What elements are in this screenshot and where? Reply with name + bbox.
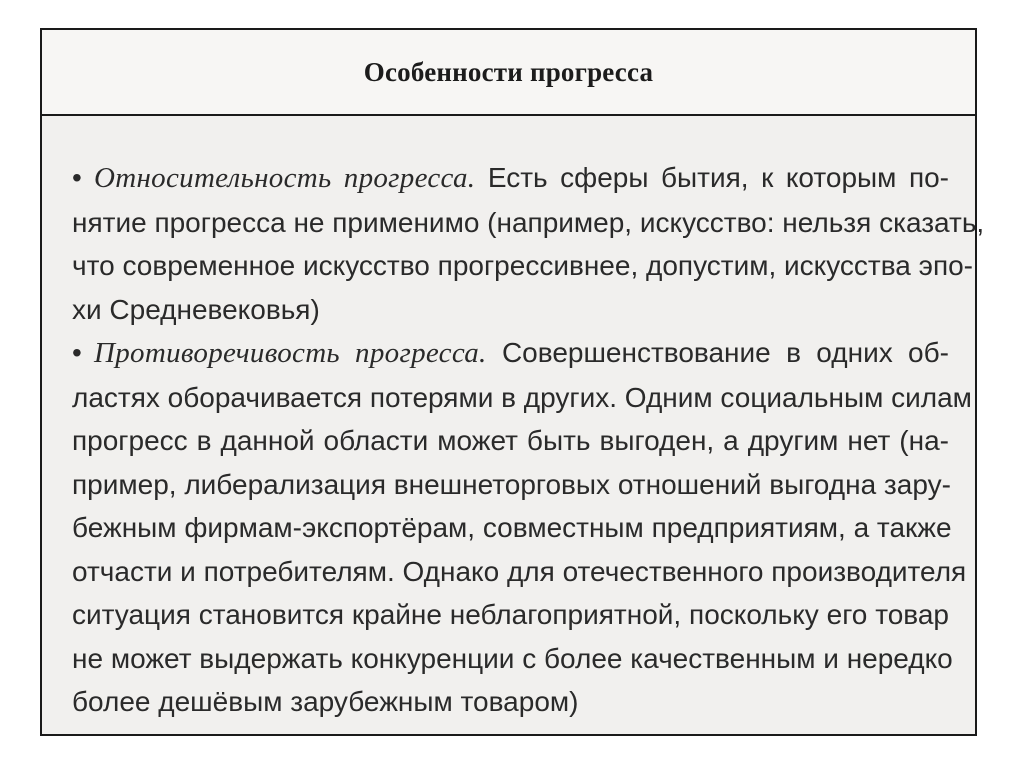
text-line: пример, либерализация внешнеторговых отношений выгодна зару-	[72, 468, 951, 500]
box-body	[42, 116, 985, 724]
text-line: что современное искусство прогрессивнее, допустим, искусства эпо-	[72, 250, 974, 281]
text-line: отчасти и потребителям. Однако для отечественного производителя	[72, 555, 967, 587]
list-item	[72, 156, 985, 331]
text-fragment: Совершенствование в одних об-	[486, 337, 949, 368]
text-line: более дешёвым зарубежным товаром)	[72, 686, 579, 717]
text-line: ситуация становится крайне неблагоприятной, поскольку его товар	[72, 599, 949, 630]
box-header	[42, 30, 975, 116]
text-line: не может выдержать конкуренции с более качественным и нередко	[72, 642, 953, 674]
text-line: прогресс в данной области может быть выгоден, а другим нет (на-	[72, 425, 949, 456]
text-line: нятие прогресса не применимо (например, искусство: нельзя сказать,	[72, 206, 985, 238]
text-line	[72, 156, 949, 201]
text-line: бежным фирмам-экспортёрам, совместным предприятиям, а также	[72, 512, 952, 543]
bullet-icon: •	[72, 162, 82, 193]
list-item	[72, 331, 972, 724]
term: Относительность прогресса.	[94, 162, 476, 194]
box-title: Особенности прогресса	[363, 56, 654, 87]
bullet-icon: •	[72, 337, 82, 368]
term: Противоречивость прогресса.	[94, 337, 487, 369]
text-line: хи Средневековья)	[72, 293, 320, 325]
text-fragment: Есть сферы бытия, к которым по-	[475, 162, 949, 193]
info-box	[40, 28, 985, 736]
text-line	[72, 331, 949, 376]
text-line: ластях оборачивается потерями в других. Одним социальным силам	[72, 381, 972, 413]
